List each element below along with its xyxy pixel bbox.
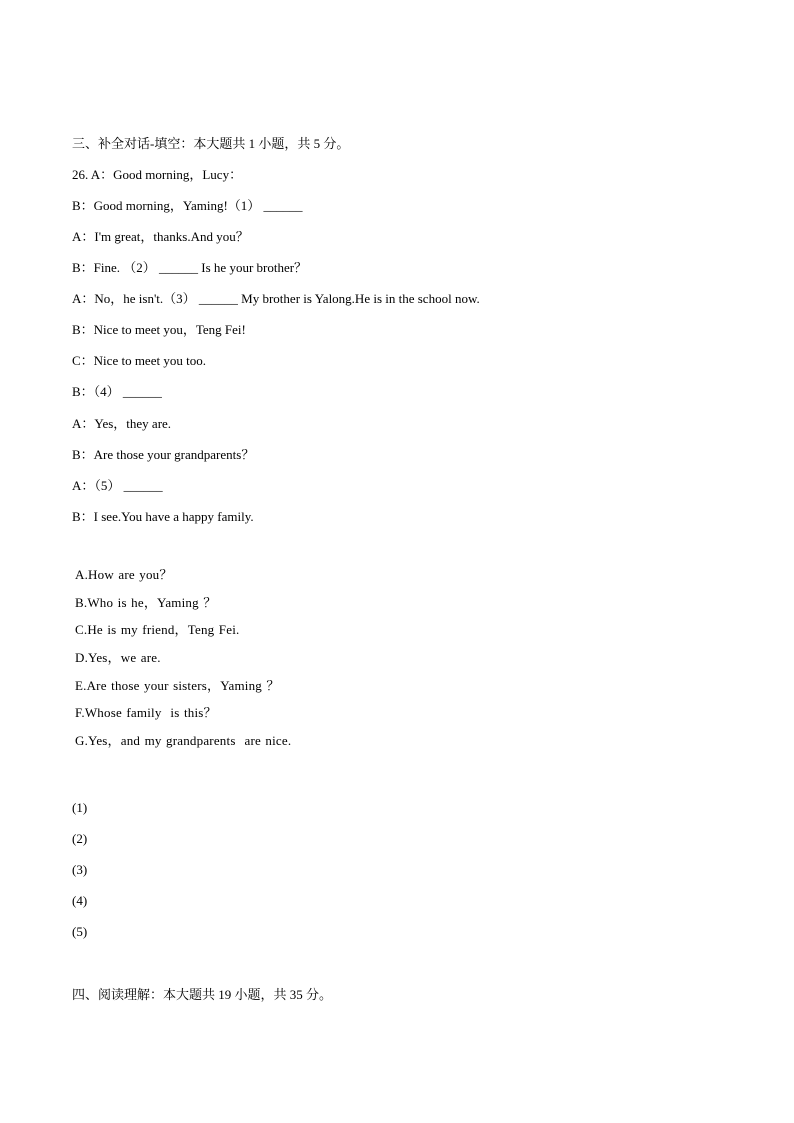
dialogue-line-1: 26. A：Good morning，Lucy： — [72, 167, 243, 182]
answer-2: (2) — [72, 831, 88, 846]
dialogue-line-10: B：Are those your grandparents？ — [72, 447, 255, 462]
dialogue-line-9: A：Yes，they are. — [72, 416, 172, 431]
option-c: C.He is my friend，Teng Fei. — [75, 622, 240, 637]
answer-5: (5) — [72, 924, 88, 939]
option-b: B.Who is he，Yaming ？ — [75, 595, 217, 610]
section-4-heading: 四、阅读理解：本大题共 19 小题，共 35 分。 — [72, 987, 333, 1002]
option-f: F.Whose family is this？ — [75, 705, 217, 720]
dialogue-line-5: A：No，he isn't.（3） ______ My brother is Yalong.He is in the school now. — [72, 291, 480, 306]
option-g: G.Yes，and my grandparents are nice. — [75, 733, 292, 748]
option-d: D.Yes，we are. — [75, 650, 161, 665]
answer-3: (3) — [72, 862, 88, 877]
dialogue-line-12: B：I see.You have a happy family. — [72, 509, 254, 524]
option-e: E.Are those your sisters，Yaming ？ — [75, 678, 280, 693]
option-a: A.How are you？ — [75, 567, 173, 582]
dialogue-line-8: B：（4） ______ — [72, 384, 162, 399]
dialogue-line-4: B：Fine. （2） ______ Is he your brother？ — [72, 260, 308, 275]
dialogue-line-11: A：（5） ______ — [72, 478, 163, 493]
dialogue-line-6: B：Nice to meet you，Teng Fei! — [72, 322, 246, 337]
dialogue-line-7: C：Nice to meet you too. — [72, 353, 206, 368]
dialogue-line-2: B：Good morning，Yaming!（1） ______ — [72, 198, 303, 213]
dialogue-line-3: A：I'm great，thanks.And you？ — [72, 229, 249, 244]
answer-1: (1) — [72, 800, 88, 815]
section-3-heading: 三、补全对话-填空：本大题共 1 小题，共 5 分。 — [72, 136, 350, 151]
answer-4: (4) — [72, 893, 88, 908]
